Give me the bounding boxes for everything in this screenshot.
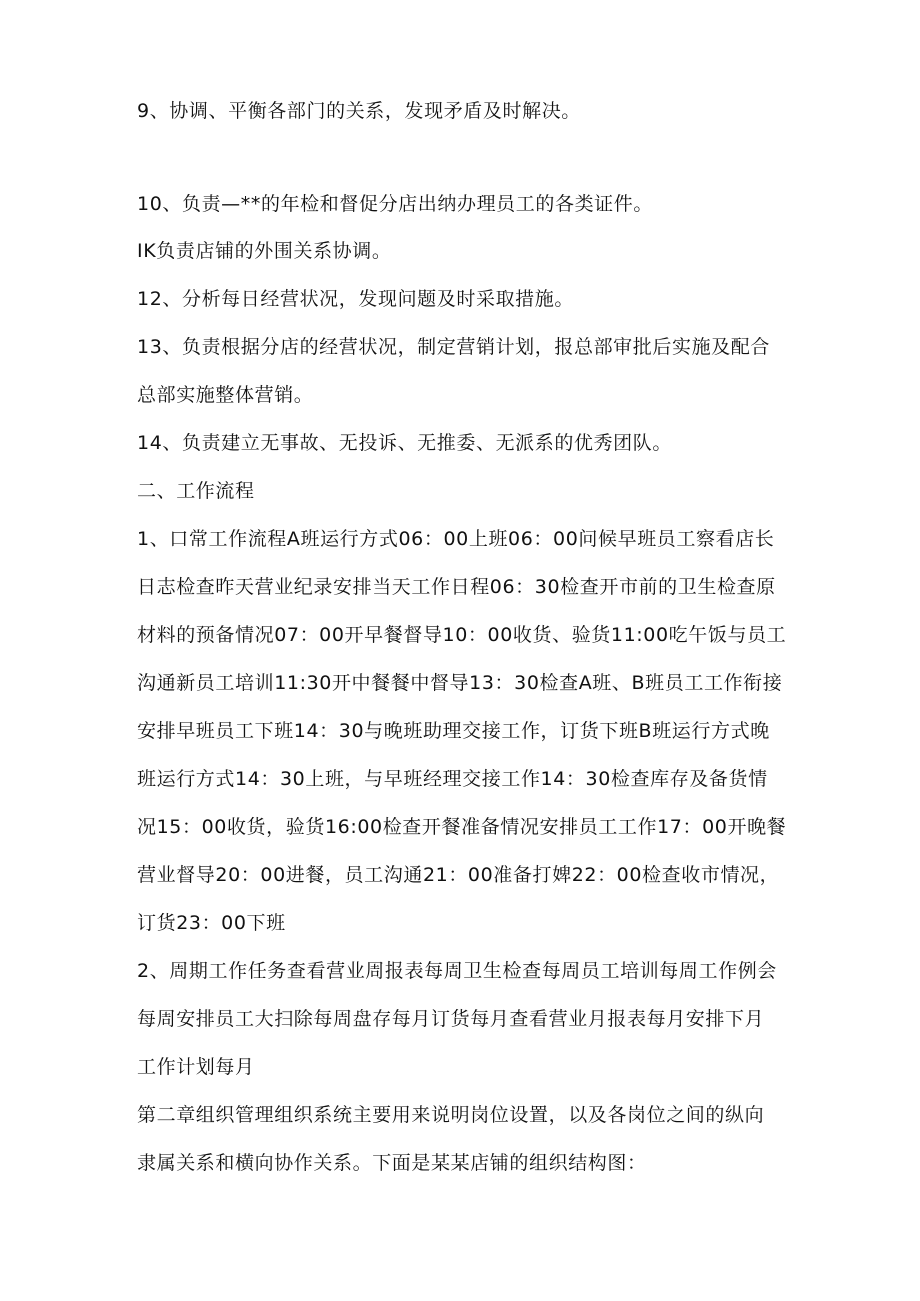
text-line: 订货23：00下班 (137, 912, 286, 934)
text-line: 工作计划每月 (137, 1056, 255, 1078)
text-line: 况15：00收货，验货16:00检查开餐准备情况安排员工工作17：00开晚餐 (137, 816, 787, 838)
text-line: 材料的预备情况07：00开早餐督导10：00收货、验货11:00吃午饭与员工 (137, 624, 787, 646)
text-line: 沟通新员工培训11:30开中餐餐中督导13：30检查A班、B班员工工作衔接 (137, 672, 783, 694)
section-heading: 二、工作流程 (137, 480, 255, 502)
text-line: 班运行方式14：30上班，与早班经理交接工作14：30检查库存及备货情 (137, 768, 768, 790)
text-line: 13、负责根据分店的经营状况，制定营销计划，报总部审批后实施及配合 (137, 336, 770, 358)
text-line: 隶属关系和横向协作关系。下面是某某店铺的组织结构图： (137, 1152, 647, 1174)
text-line: 2、周期工作任务查看营业周报表每周卫生检查每周员工培训每周工作例会 (137, 960, 777, 982)
text-line: 12、分析每日经营状况，发现问题及时采取措施。 (137, 288, 574, 310)
text-line: 10、负责—**的年检和督促分店出纳办理员工的各类证件。 (137, 193, 653, 215)
text-line: 第二章组织管理组织系统主要用来说明岗位设置，以及各岗位之间的纵向 (137, 1104, 765, 1126)
text-line: 总部实施整体营销。 (137, 384, 314, 406)
text-line: IK负责店铺的外围关系协调。 (137, 240, 392, 262)
text-line: 14、负责建立无事故、无投诉、无推委、无派系的优秀团队。 (137, 432, 672, 454)
text-line: 每周安排员工大扫除每周盘存每月订货每月查看营业月报表每月安排下月 (137, 1008, 765, 1030)
text-line: 1、口常工作流程A班运行方式06：00上班06：00问候早班员工察看店长 (137, 528, 775, 550)
text-line: 营业督导20：00进餐，员工沟通21：00准备打婢22：00检查收市情况， (137, 864, 780, 886)
text-line: 安排早班员工下班14：30与晚班助理交接工作，订货下班B班运行方式晚 (137, 720, 770, 742)
text-line: 9、协调、平衡各部门的关系，发现矛盾及时解决。 (137, 100, 581, 122)
text-line: 日志检查昨天营业纪录安排当天工作日程06：30检查开市前的卫生检查原 (137, 576, 776, 598)
